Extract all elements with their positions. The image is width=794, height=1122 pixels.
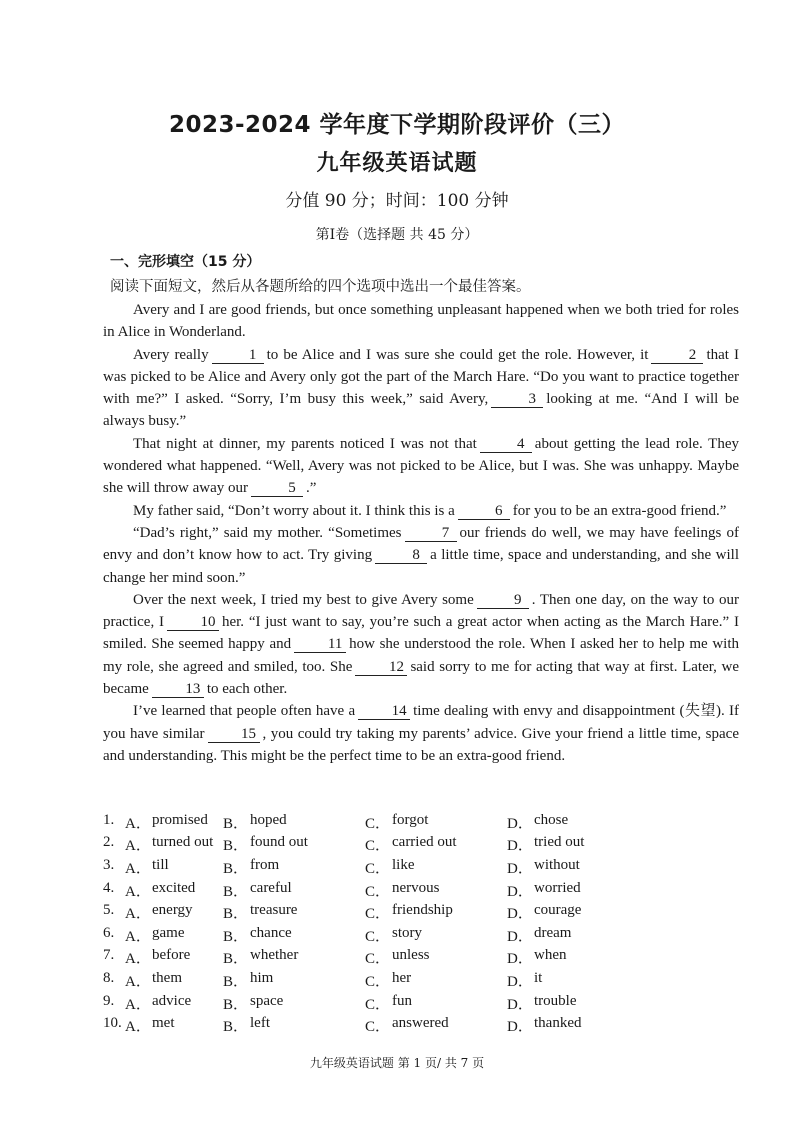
passage-paragraph-3 <box>103 433 739 500</box>
passage-text: My father said, “Don’t worry about it. I think this is a <box>133 502 455 519</box>
option-row <box>103 969 723 992</box>
option-a <box>103 947 223 968</box>
option-row <box>103 901 723 924</box>
option-letter: A． <box>125 815 151 832</box>
option-text: carried out <box>392 834 457 851</box>
passage-text: for you to be an extra-good friend.” <box>512 502 727 519</box>
option-text: before <box>152 947 191 964</box>
option-letter: C． <box>365 815 391 832</box>
option-a <box>103 857 223 878</box>
option-letter: B． <box>223 996 249 1013</box>
option-text: chose <box>534 811 569 828</box>
blank-5: 5 <box>251 481 303 497</box>
option-text: careful <box>250 879 292 896</box>
option-letter: B． <box>223 1019 249 1036</box>
option-letter: B． <box>223 815 249 832</box>
option-text: them <box>152 969 182 986</box>
option-row <box>103 992 723 1015</box>
passage-text: said sorry to me for acting that way at first. Later, we became <box>103 658 739 698</box>
passage-paragraph-2 <box>103 344 739 433</box>
passage-paragraph-7 <box>103 700 739 767</box>
score-time-info: 分值 90 分；时间：100 分钟 <box>285 191 509 211</box>
passage-text: about getting the lead role. They wondered what happened. “Well, Avery was not picked to be Alice, but I was. She was unhappy. Maybe she will throw away our <box>103 435 739 497</box>
option-letter: C． <box>365 973 391 990</box>
option-row <box>103 1014 723 1037</box>
cloze-passage <box>103 299 739 767</box>
option-text: turned out <box>152 834 214 851</box>
option-text: chance <box>250 924 292 941</box>
option-letter: A． <box>125 928 151 945</box>
option-letter: B． <box>223 860 249 877</box>
option-letter: C． <box>365 1019 391 1036</box>
question-number: 7. <box>103 947 115 964</box>
blank-11: 11 <box>294 637 346 653</box>
passage-text: That night at dinner, my parents noticed I was not that <box>133 435 477 452</box>
option-b <box>223 925 365 946</box>
section-instruction: 阅读下面短文，然后从各题所给的四个选项中选出一个最佳答案。 <box>110 279 531 295</box>
passage-text: to be Alice and I was sure she could get the role. However, it <box>266 346 649 363</box>
option-row <box>103 947 723 970</box>
option-letter: A． <box>125 838 151 855</box>
blank-8: 8 <box>375 548 427 564</box>
option-text: answered <box>392 1015 449 1032</box>
option-c <box>365 1015 507 1036</box>
blank-14: 14 <box>358 704 410 720</box>
option-text: till <box>152 856 169 873</box>
option-d <box>507 1015 627 1036</box>
option-c <box>365 834 507 855</box>
passage-text: “Dad’s right,” said my mother. “Sometimes <box>133 524 402 541</box>
option-row <box>103 856 723 879</box>
option-text: hoped <box>250 811 287 828</box>
blank-6: 6 <box>458 504 510 520</box>
option-a <box>103 902 223 923</box>
question-number: 3. <box>103 856 115 873</box>
option-letter: D． <box>507 860 533 877</box>
passage-text: Avery really <box>133 346 209 363</box>
page-footer: 九年级英语试题 第 1 页/ 共 7 页 <box>309 1056 485 1070</box>
question-number: 9. <box>103 992 115 1009</box>
option-c <box>365 880 507 901</box>
option-d <box>507 902 627 923</box>
option-text: courage <box>534 902 582 919</box>
option-d <box>507 925 627 946</box>
option-text: her <box>392 969 412 986</box>
option-text: him <box>250 969 274 986</box>
option-b <box>223 947 365 968</box>
option-text: found out <box>250 834 308 851</box>
option-a <box>103 812 223 833</box>
option-letter: C． <box>365 906 391 923</box>
option-text: dream <box>534 924 572 941</box>
option-text: left <box>250 1015 270 1032</box>
option-letter: C． <box>365 838 391 855</box>
question-number: 2. <box>103 834 115 851</box>
option-letter: A． <box>125 951 151 968</box>
option-c <box>365 902 507 923</box>
blank-3: 3 <box>491 392 543 408</box>
blank-12: 12 <box>355 660 407 676</box>
option-text: forgot <box>392 811 429 828</box>
option-letter: A． <box>125 906 151 923</box>
option-letter: B． <box>223 883 249 900</box>
option-letter: D． <box>507 1019 533 1036</box>
blank-13: 13 <box>152 682 204 698</box>
blank-10: 10 <box>167 615 219 631</box>
option-letter: A． <box>125 996 151 1013</box>
question-number: 10. <box>103 1015 122 1032</box>
option-text: worried <box>534 879 581 896</box>
option-row <box>103 811 723 834</box>
passage-paragraph-4 <box>103 500 739 522</box>
blank-9: 9 <box>477 593 529 609</box>
passage-text: her. “I just want to say, you’re such a great actor when acting as the March Hare.” I smiled. She seemed happy and <box>103 614 739 653</box>
passage-paragraph-5 <box>103 522 739 589</box>
option-c <box>365 925 507 946</box>
passage-paragraph-6 <box>103 589 739 700</box>
passage-text: how she understood the role. When I asked her to help me with my role, she agreed and smiled, too. She <box>103 636 739 675</box>
option-b <box>223 857 365 878</box>
option-a <box>103 970 223 991</box>
option-b <box>223 970 365 991</box>
option-text: trouble <box>534 992 577 1009</box>
question-number: 1. <box>103 811 115 828</box>
question-number: 8. <box>103 969 115 986</box>
option-a <box>103 1015 223 1036</box>
option-b <box>223 880 365 901</box>
exam-title: 2023-2024 学年度下学期阶段评价（三） <box>168 112 626 138</box>
option-a <box>103 880 223 901</box>
option-text: advice <box>152 992 192 1009</box>
option-letter: D． <box>507 951 533 968</box>
option-letter: C． <box>365 860 391 877</box>
option-a <box>103 925 223 946</box>
option-letter: D． <box>507 838 533 855</box>
option-text: thanked <box>534 1015 582 1032</box>
option-row <box>103 924 723 947</box>
option-text: like <box>392 856 415 873</box>
option-c <box>365 970 507 991</box>
option-letter: B． <box>223 906 249 923</box>
option-text: excited <box>152 879 196 896</box>
option-d <box>507 834 627 855</box>
option-a <box>103 993 223 1014</box>
option-text: whether <box>250 947 299 964</box>
passage-paragraph-1: Avery and I are good friends, but once something unpleasant happened when we both tried for roles in Alice in Wonderland. <box>103 302 739 341</box>
option-a <box>103 834 223 855</box>
option-text: game <box>152 924 185 941</box>
option-text: treasure <box>250 902 298 919</box>
blank-7: 7 <box>405 526 457 542</box>
blank-1: 1 <box>212 348 264 364</box>
option-text: it <box>534 969 543 986</box>
option-letter: D． <box>507 906 533 923</box>
blank-4: 4 <box>480 437 532 453</box>
option-letter: D． <box>507 996 533 1013</box>
option-b <box>223 834 365 855</box>
option-text: fun <box>392 992 412 1009</box>
exam-subtitle: 九年级英语试题 <box>316 151 478 176</box>
section-heading: 一、完形填空（15 分） <box>110 254 261 270</box>
blank-15: 15 <box>208 727 260 743</box>
option-letter: A． <box>125 883 151 900</box>
option-b <box>223 993 365 1014</box>
option-b <box>223 812 365 833</box>
passage-text: . Then one day, on the way to our practice, I <box>103 591 739 631</box>
option-letter: A． <box>125 860 151 877</box>
passage-text: to each other. <box>206 681 288 698</box>
option-text: space <box>250 992 284 1009</box>
option-text: tried out <box>534 834 585 851</box>
option-d <box>507 812 627 833</box>
option-text: energy <box>152 902 193 919</box>
option-d <box>507 993 627 1014</box>
option-text: when <box>534 947 567 964</box>
option-letter: A． <box>125 1019 151 1036</box>
option-c <box>365 812 507 833</box>
passage-text: , you could try taking my parents’ advice. Give your friend a little time, space and understanding. This might be the perfect time to be an extra-good friend. <box>103 725 739 764</box>
option-text: unless <box>392 947 430 964</box>
option-d <box>507 970 627 991</box>
option-letter: B． <box>223 838 249 855</box>
option-b <box>223 902 365 923</box>
option-text: without <box>534 856 580 873</box>
option-letter: D． <box>507 815 533 832</box>
option-d <box>507 857 627 878</box>
option-letter: A． <box>125 973 151 990</box>
blank-2: 2 <box>651 348 703 364</box>
passage-text: a little time, space and understanding, and she will change her mind soon.” <box>103 547 739 586</box>
passage-text: I’ve learned that people often have a <box>133 703 356 720</box>
option-letter: C． <box>365 883 391 900</box>
passage-text: our friends do well, we may have feelings of envy and don’t know how to act. Try giving <box>103 524 739 564</box>
option-letter: D． <box>507 928 533 945</box>
option-text: promised <box>152 811 208 828</box>
passage-text: .” <box>305 480 317 497</box>
answer-options <box>103 811 723 1037</box>
option-letter: B． <box>223 973 249 990</box>
option-letter: C． <box>365 996 391 1013</box>
question-number: 5. <box>103 902 115 919</box>
option-c <box>365 947 507 968</box>
option-text: story <box>392 924 422 941</box>
passage-text: time dealing with envy and disappointment (失望). If you have similar <box>103 703 739 742</box>
option-text: met <box>152 1015 175 1032</box>
question-number: 4. <box>103 879 115 896</box>
option-row <box>103 834 723 857</box>
option-letter: C． <box>365 951 391 968</box>
option-text: friendship <box>392 902 453 919</box>
option-text: from <box>250 856 280 873</box>
option-d <box>507 947 627 968</box>
volume-label: 第Ⅰ卷（选择题 共 45 分） <box>315 227 479 243</box>
question-number: 6. <box>103 924 115 941</box>
option-row <box>103 879 723 902</box>
passage-text: looking at me. “And I will be always busy.” <box>103 391 739 430</box>
option-text: nervous <box>392 879 440 896</box>
option-b <box>223 1015 365 1036</box>
option-letter: C． <box>365 928 391 945</box>
option-letter: D． <box>507 973 533 990</box>
passage-text: Over the next week, I tried my best to give Avery some <box>133 591 474 608</box>
passage-text: that I was picked to be Alice and Avery only got the part of the March Hare. “Do you want to practice together with me?” I asked. “Sorry, I’m busy this week,” said Avery, <box>103 346 739 408</box>
option-letter: B． <box>223 951 249 968</box>
option-c <box>365 857 507 878</box>
option-letter: B． <box>223 928 249 945</box>
option-d <box>507 880 627 901</box>
option-letter: D． <box>507 883 533 900</box>
option-c <box>365 993 507 1014</box>
